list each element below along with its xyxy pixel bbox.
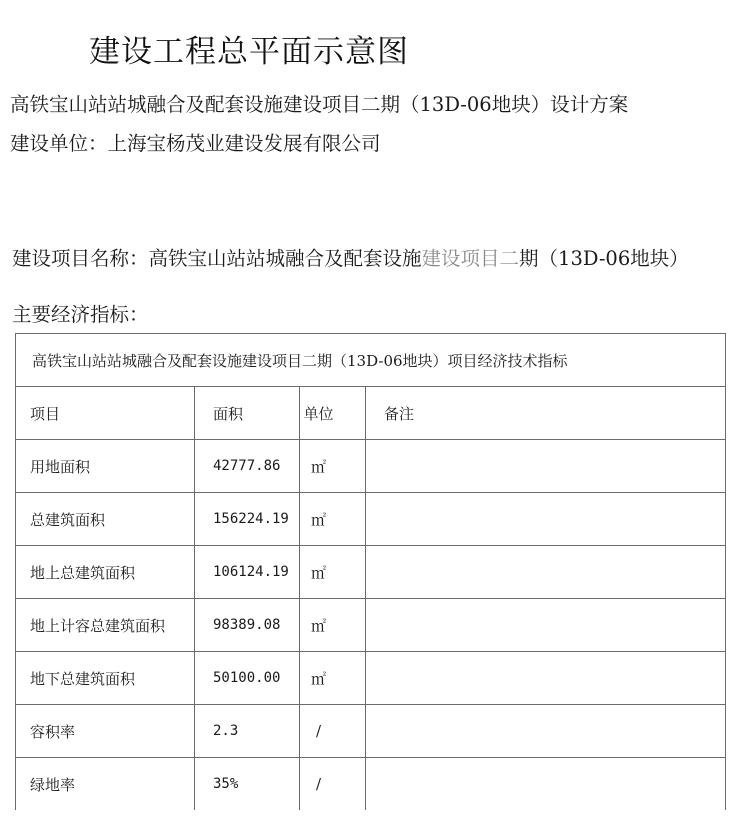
row-unit [300, 493, 366, 546]
economic-indicators-heading: 主要经济指标： [12, 303, 149, 326]
header-unit [300, 387, 366, 440]
row-area: 2.3 [195, 705, 300, 758]
row-unit [300, 440, 366, 493]
row-note [366, 652, 726, 705]
row-area: 35% [195, 758, 300, 811]
header-unit-label: 单位 [303, 404, 334, 423]
row-item: 绿地率 [16, 758, 195, 811]
row-unit-label: ㎡ [310, 616, 326, 635]
header-item: 项目 [16, 387, 195, 440]
row-unit-label: ㎡ [310, 510, 326, 529]
row-unit-label: / [315, 775, 322, 793]
table-row [16, 652, 726, 705]
row-note [366, 599, 726, 652]
project-line: 高铁宝山站站城融合及配套设施建设项目二期（13D-06地块）设计方案 [10, 93, 629, 116]
row-note [366, 546, 726, 599]
row-unit [300, 599, 366, 652]
table-row [16, 546, 726, 599]
row-item: 用地面积 [16, 440, 195, 493]
row-unit [300, 652, 366, 705]
row-item: 地上计容总建筑面积 [16, 599, 195, 652]
row-area: 50100.00 [195, 652, 300, 705]
header-area: 面积 [195, 387, 300, 440]
table-row [16, 705, 726, 758]
table-header-row [16, 387, 726, 440]
table-caption-row [16, 334, 726, 387]
page-title: 建设工程总平面示意图 [89, 34, 409, 70]
construction-unit-line: 建设单位：上海宝杨茂业建设发展有限公司 [10, 132, 381, 155]
table-row [16, 493, 726, 546]
row-area: 156224.19 [195, 493, 300, 546]
row-note [366, 440, 726, 493]
row-unit [300, 758, 366, 811]
row-unit [300, 705, 366, 758]
row-area: 42777.86 [195, 440, 300, 493]
row-item: 地下总建筑面积 [16, 652, 195, 705]
row-area: 98389.08 [195, 599, 300, 652]
row-note [366, 758, 726, 811]
row-unit-label: ㎡ [310, 563, 326, 582]
row-item: 容积率 [16, 705, 195, 758]
row-note [366, 493, 726, 546]
row-note [366, 705, 726, 758]
table-row [16, 758, 726, 811]
table-row [16, 599, 726, 652]
project-name-line [12, 243, 689, 271]
economic-indicators-table [15, 333, 726, 810]
header-note: 备注 [366, 387, 726, 440]
project-name-tail: 期（13D-06地块） [519, 247, 689, 270]
row-item: 总建筑面积 [16, 493, 195, 546]
row-unit-label: ㎡ [310, 669, 326, 688]
row-item: 地上总建筑面积 [16, 546, 195, 599]
table-caption: 高铁宝山站站城融合及配套设施建设项目二期（13D-06地块）项目经济技术指标 [16, 334, 726, 387]
row-area: 106124.19 [195, 546, 300, 599]
project-name-dark: 建设项目名称：高铁宝山站站城融合及配套设施 [12, 247, 422, 270]
row-unit-label: / [315, 722, 322, 740]
project-name-faded: 建设项目二 [421, 247, 520, 270]
table-row [16, 440, 726, 493]
row-unit-label: ㎡ [310, 457, 326, 476]
row-unit [300, 546, 366, 599]
